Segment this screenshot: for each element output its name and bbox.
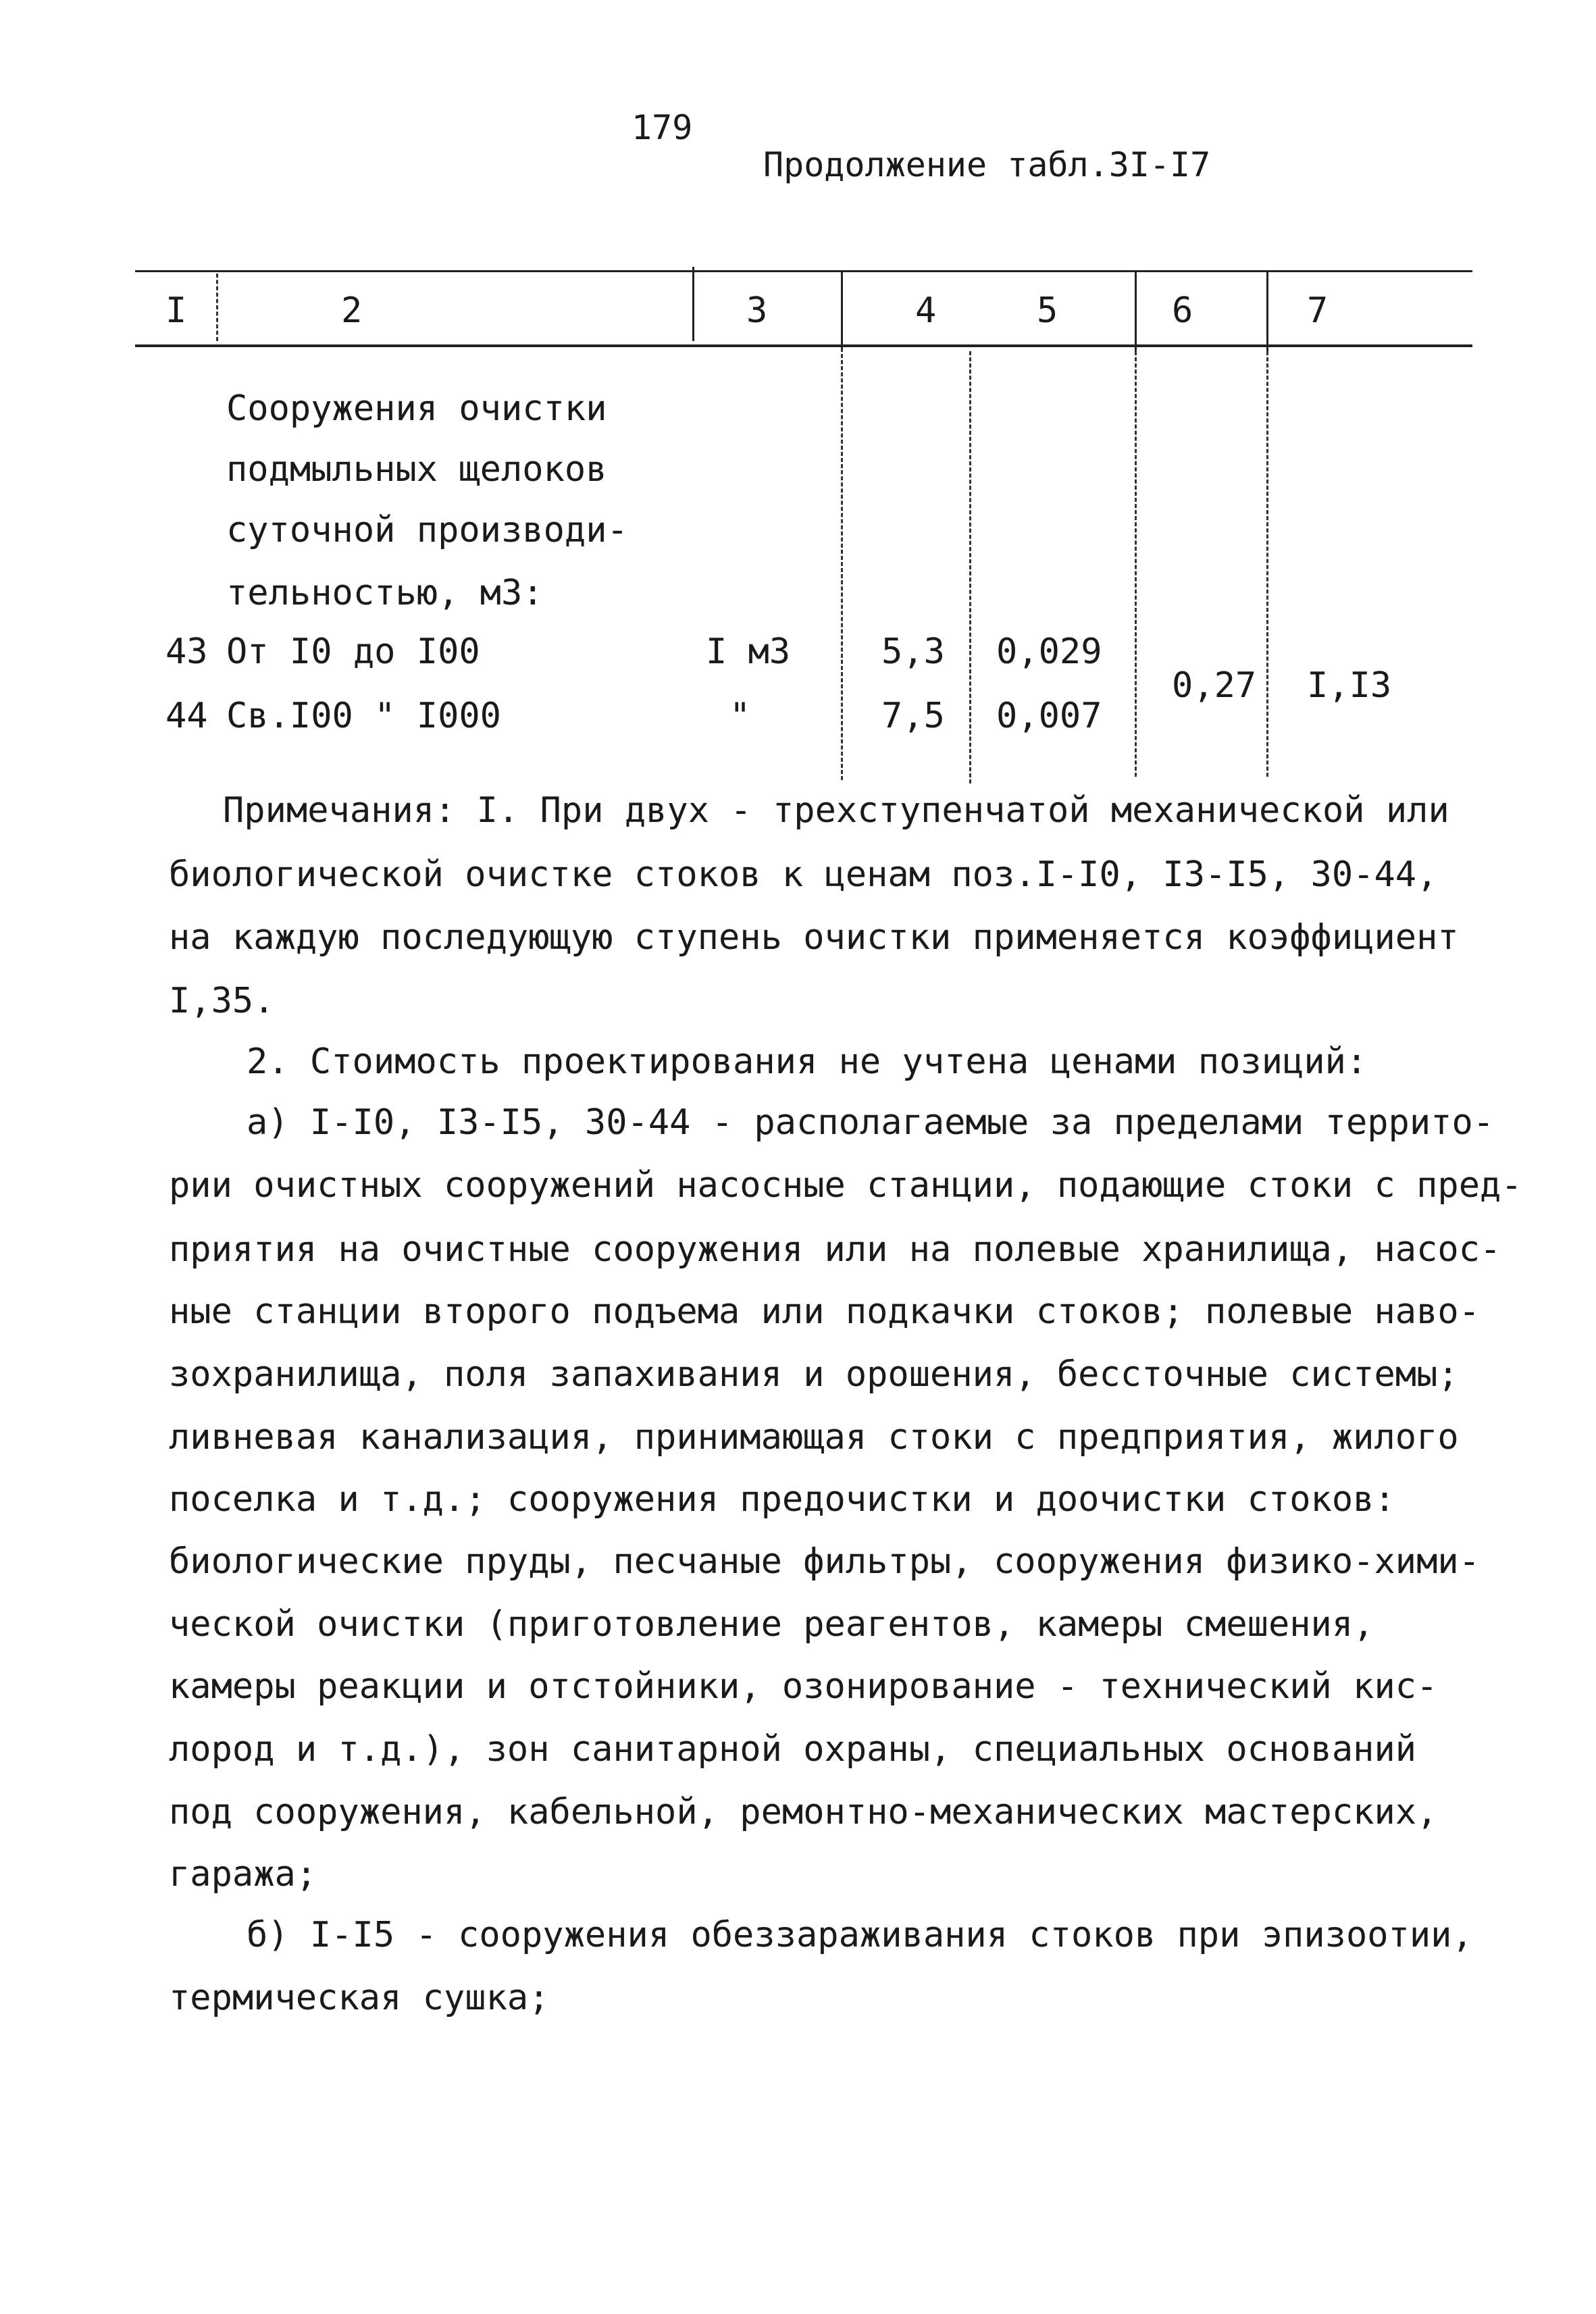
note-line: ливневая канализация, принимающая стоки с предприятия, жилого (169, 1417, 1459, 1458)
note-line: камеры реакции и отстойники, озонирование - технический кис- (169, 1666, 1438, 1707)
note-line: гаража; (169, 1854, 317, 1895)
header-col-6: 6 (1172, 290, 1193, 331)
row-number: 43 (165, 632, 208, 672)
note-line: термическая сушка; (169, 1978, 550, 2018)
row-name: От I0 до I00 (226, 632, 480, 672)
header-col-3: 3 (746, 290, 768, 331)
group-title-line: суточной производи- (226, 510, 628, 550)
row-col-4: 7,5 (881, 696, 945, 736)
note-line: а) I-I0, I3-I5, 30-44 - располагаемые за пределами террито- (247, 1102, 1495, 1143)
note-line: б) I-I5 - сооружения обеззараживания стоков при эпизоотии, (247, 1915, 1473, 1955)
row-number: 44 (165, 696, 208, 736)
note-line: рии очистных сооружений насосные станции, подающие стоки с пред- (169, 1165, 1522, 1206)
header-col-1: I (165, 290, 187, 331)
note-line: ческой очистки (приготовление реагентов, камеры смешения, (169, 1604, 1374, 1645)
row-unit: " (729, 696, 751, 736)
header-col-4: 4 (915, 290, 937, 331)
group-title-line: тельностью, м3: (226, 573, 544, 613)
note-line: 2. Стоимость проектирования не учтена ценами позиций: (247, 1042, 1368, 1082)
note-line: ные станции второго подъема или подкачки стоков; полевые наво- (169, 1291, 1481, 1332)
merged-col-7: I,I3 (1307, 665, 1392, 706)
note-line: биологические пруды, песчаные фильтры, сооружения физико-хими- (169, 1541, 1481, 1582)
note-line: I,35. (169, 981, 275, 1021)
table-continuation-label: Продолжение табл.3I-I7 (763, 145, 1211, 184)
row-unit: I м3 (706, 632, 791, 672)
group-title-line: подмыльных щелоков (226, 449, 607, 490)
merged-col-6: 0,27 (1172, 665, 1257, 706)
row-col-5: 0,029 (996, 632, 1102, 672)
header-col-7: 7 (1307, 290, 1329, 331)
note-line: биологической очистке стоков к ценам поз.I-I0, I3-I5, 30-44, (169, 854, 1438, 895)
row-name: Св.I00 " I000 (226, 696, 501, 736)
note-line: лород и т.д.), зон санитарной охраны, специальных оснований (169, 1729, 1417, 1770)
row-col-5: 0,007 (996, 696, 1102, 736)
note-line: зохранилища, поля запахивания и орошения, бессточные системы; (169, 1354, 1459, 1395)
row-col-4: 5,3 (881, 632, 945, 672)
header-col-5: 5 (1037, 290, 1058, 331)
group-title-line: Сооружения очистки (226, 388, 607, 429)
page-number: 179 (632, 108, 693, 147)
note-line: приятия на очистные сооружения или на полевые хранилища, насос- (169, 1229, 1501, 1270)
note-line: под сооружения, кабельной, ремонтно-механических мастерских, (169, 1792, 1438, 1832)
note-line: поселка и т.д.; сооружения предочистки и доочистки стоков: (169, 1479, 1395, 1520)
note-line: Примечания: I. При двух - трехступенчатой механической или (223, 790, 1449, 831)
header-col-2: 2 (341, 290, 363, 331)
note-line: на каждую последующую ступень очистки применяется коэффициент (169, 917, 1459, 958)
